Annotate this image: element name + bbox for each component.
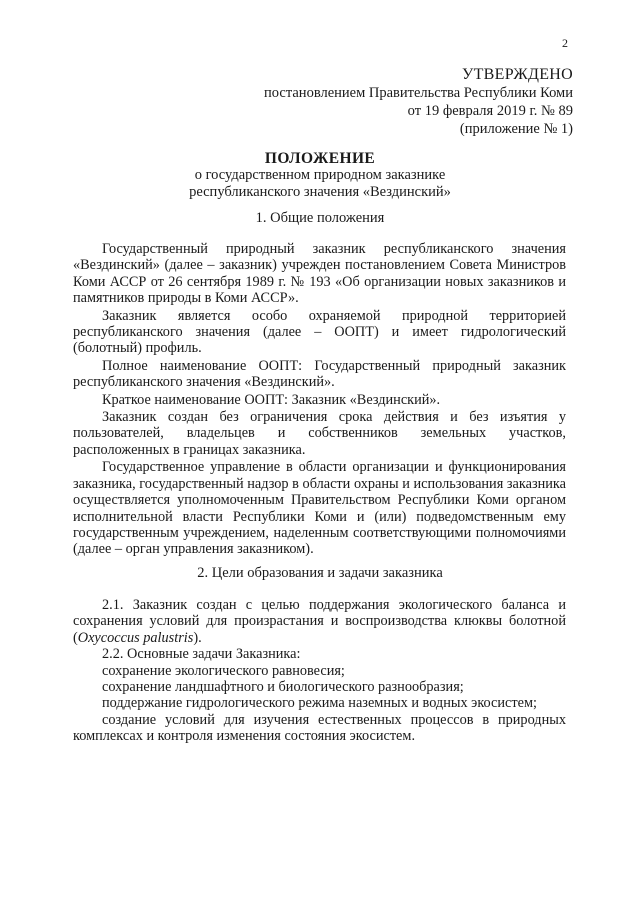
document-subtitle-2: республиканского значения «Вездинский»	[189, 184, 451, 200]
document-title: ПОЛОЖЕНИЕ	[264, 150, 376, 167]
section-1-body	[73, 241, 566, 558]
approval-line-2: от 19 февраля 2019 г. № 89	[407, 103, 573, 119]
task-item: поддержание гидрологического режима наземных и водных экосистем;	[102, 695, 538, 712]
approval-line-3: (приложение № 1)	[459, 121, 573, 137]
paragraph-text: 2.1. Заказник создан с целью поддержания экологического баланса и сохранения условий для произрастания и воспроизводства клюквы болотной (	[73, 597, 566, 646]
page-number: 2	[562, 36, 568, 50]
task-item: сохранение ландшафтного и биологического разнообразия;	[102, 679, 464, 696]
paragraph-2-1	[73, 597, 566, 646]
paragraph-2-2: 2.2. Основные задачи Заказника:	[102, 646, 301, 663]
task-item: сохранение экологического равновесия;	[102, 662, 345, 679]
paragraph-end: ).	[193, 629, 202, 646]
paragraph: Заказник является особо охраняемой природной территорией республиканского значения (далее – ООПТ) и имеет гидрологический (болотный) профиль.	[73, 307, 566, 357]
paragraph: Государственное управление в области организации и функционирования заказника, государственный надзор в области охраны и использования заказника осуществляется уполномоченным Правительством Республики Коми органом исполнительной власти Республики Коми и (или) подведомственным ему государственным учреждением, наделенным соответствующими полномочиями (далее – орган управления заказником).	[73, 459, 566, 558]
approval-title: УТВЕРЖДЕНО	[461, 66, 573, 83]
document-heading	[0, 150, 640, 201]
paragraph: Заказник создан без ограничения срока действия и без изъятия у пользователей, владельцев и собственников земельных участков, расположенных в границах заказника.	[73, 409, 566, 458]
section-2-heading: 2. Цели образования и задачи заказника	[197, 565, 443, 581]
species-name: Oxycoccus palustris	[77, 629, 194, 646]
approval-block	[264, 66, 573, 138]
document-subtitle-1: о государственном природном заказнике	[194, 167, 446, 183]
section-1-heading: 1. Общие положения	[255, 210, 385, 226]
task-item: создание условий для изучения естественных процессов в природных комплексах и контроля изменения состояния экосистем.	[73, 711, 566, 745]
paragraph: Государственный природный заказник республиканского значения «Вездинский» (далее – заказник) учрежден постановлением Совета Министров Коми АССР от 26 сентября 1989 г. № 193 «Об организации новых заказников и памятников природы в Коми АССР».	[73, 241, 566, 307]
paragraph: Краткое наименование ООПТ: Заказник «Вездинский».	[102, 391, 441, 408]
paragraph: Полное наименование ООПТ: Государственный природный заказник республиканского значения «Вездинский».	[73, 357, 566, 391]
section-2-body	[73, 597, 566, 745]
approval-line-1: постановлением Правительства Республики Коми	[264, 85, 573, 101]
